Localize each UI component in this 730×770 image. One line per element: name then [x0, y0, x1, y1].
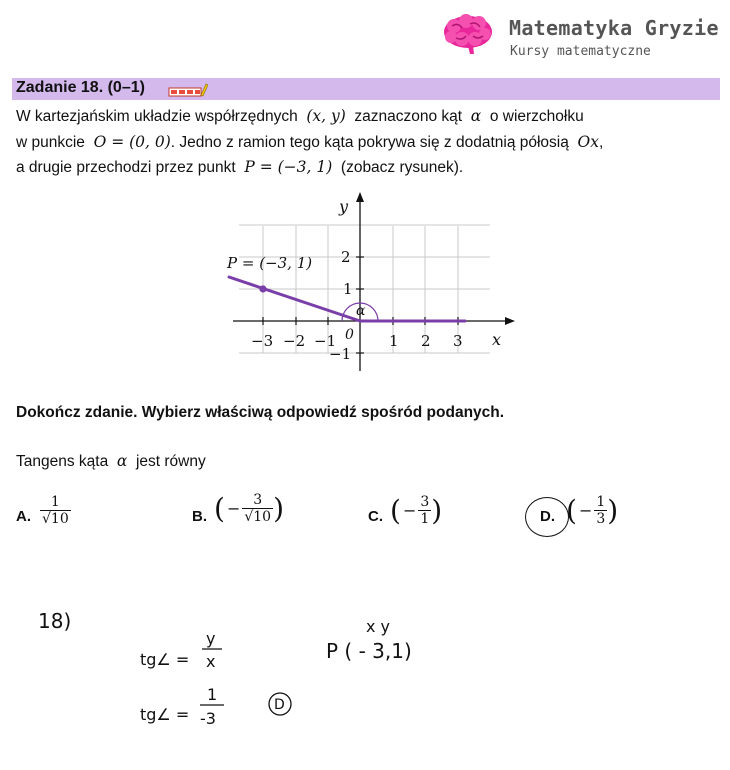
x-tick-label: 2	[421, 332, 431, 350]
pencil-icon	[168, 82, 208, 98]
handwritten-solution	[0, 588, 730, 770]
option-c-letter[interactable]: C.	[368, 508, 383, 525]
task-title: Zadanie 18. (0–1)	[16, 79, 145, 96]
angle-label: α	[356, 303, 366, 319]
y-axis-label: y	[339, 197, 349, 216]
handwritten-tg-den-2: -3	[200, 709, 216, 728]
option-c-value[interactable]: ( − $\frac{3}{1}$ )	[390, 494, 443, 528]
handwritten-tg-num: y	[206, 629, 216, 648]
coordinate-graph	[215, 188, 525, 378]
x-tick-label: −2	[283, 332, 306, 350]
handwritten-task-number: 18)	[38, 609, 72, 633]
option-a-value[interactable]: $\frac{1}{√10}$	[42, 494, 69, 528]
handwritten-point: P ( - 3,1)	[326, 639, 412, 663]
x-tick-label: −3	[251, 332, 274, 350]
option-a-letter[interactable]: A.	[16, 508, 31, 525]
x-tick-label: 1	[389, 332, 399, 350]
brain-icon	[440, 12, 496, 56]
brand-title: Matematyka Gryzie	[509, 16, 719, 40]
x-axis-arrow-icon	[505, 317, 515, 325]
handwritten-tg-label-2: tg∠ =	[140, 705, 190, 724]
x-tick-label: 3	[453, 332, 463, 350]
question-stem: Tangens kąta α jest równy	[16, 452, 206, 470]
y-tick-label: 2	[341, 248, 351, 266]
option-d-letter[interactable]: D.	[540, 508, 555, 525]
axes	[233, 198, 508, 371]
origin-label: 0	[345, 327, 354, 343]
handwritten-tg-label: tg∠ =	[140, 650, 190, 669]
handwritten-coords-header: x y	[366, 617, 391, 636]
x-tick-label: −1	[314, 332, 337, 350]
option-b-value[interactable]: ( − $\frac{3}{√10}$ )	[214, 492, 285, 526]
instruction: Dokończ zdanie. Wybierz właściwą odpowiedź spośród podanych.	[16, 404, 505, 421]
brand-subtitle: Kursy matematyczne	[510, 44, 651, 59]
x-axis-label: x	[492, 330, 502, 349]
option-b-letter[interactable]: B.	[192, 508, 207, 525]
task-text-line-3: a drugie przechodzi przez punkt P = (−3, 1) (zobacz rysunek).	[16, 158, 464, 176]
y-tick-label: −1	[329, 345, 352, 363]
point-p	[259, 285, 266, 292]
task-text-line-2: w punkcie O = (0, 0). Jedno z ramion tego kąta pokrywa się z dodatnią półosią Ox,	[16, 133, 604, 151]
handwritten-tg-num-2: 1	[207, 685, 218, 704]
y-tick-label: 1	[343, 280, 353, 298]
point-p-label: P = (−3, 1)	[227, 254, 313, 272]
handwritten-tg-den: x	[206, 652, 216, 671]
option-d-value[interactable]: ( − $\frac{1}{3}$ )	[566, 494, 619, 528]
handwritten-answer: D	[274, 697, 285, 713]
y-axis-arrow-icon	[356, 192, 364, 202]
task-text-line-1: W kartezjańskim układzie współrzędnych (x, y) zaznaczono kąt α o wierzchołku	[16, 107, 584, 125]
